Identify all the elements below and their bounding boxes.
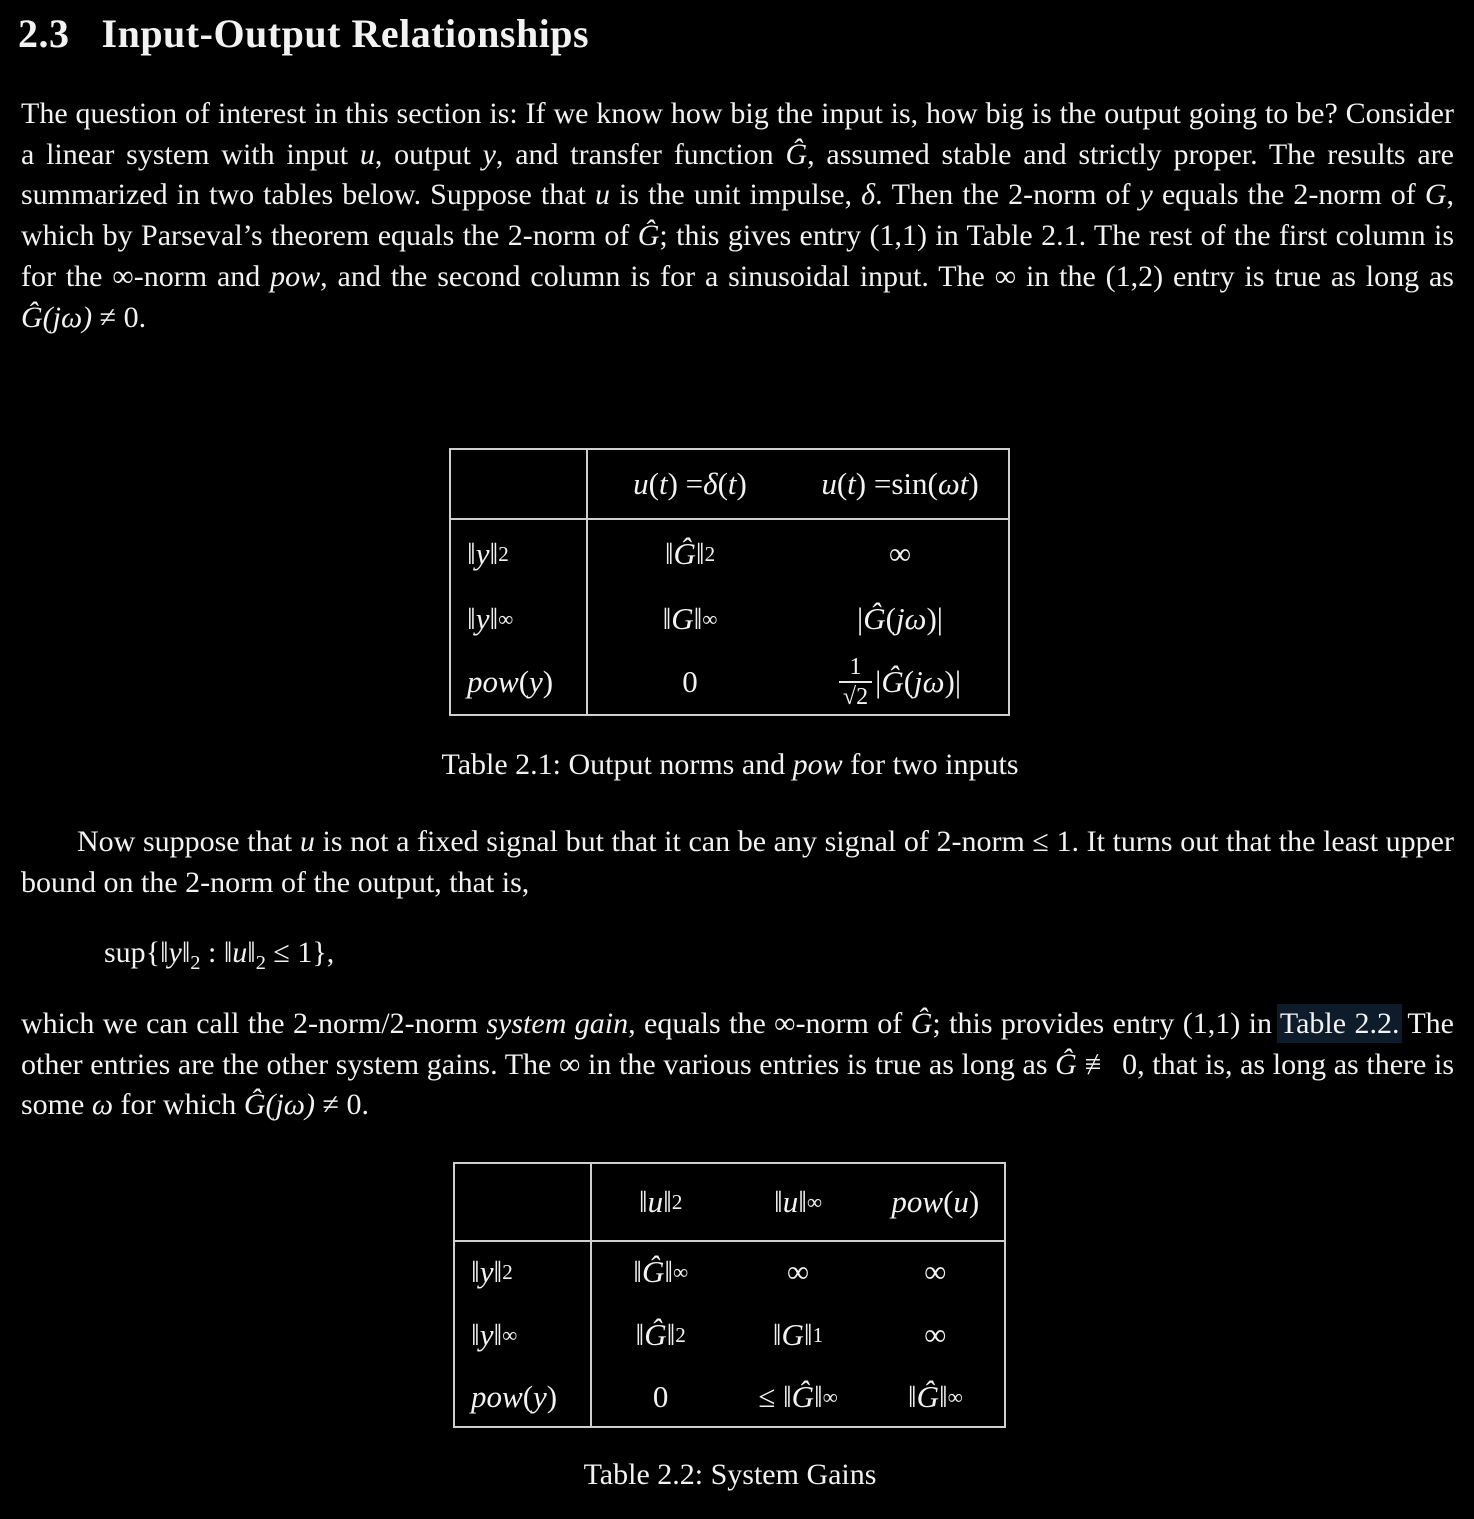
- table-2-2-corner-cell: [455, 1164, 592, 1242]
- table-2-2-cell-yinf-uinf: ‖ G ‖ 1: [772, 1316, 824, 1352]
- text-run: which we can call the 2-norm/2-norm: [21, 1007, 487, 1040]
- math-token: t: [727, 466, 737, 501]
- text-run: is not a fixed signal but that it can be any signal of 2-norm ≤ 1. It turns out that the least upper bound on the 2-norm of the output, that is,: [21, 825, 1454, 899]
- math-token: pow: [471, 1378, 523, 1414]
- math-token: y: [479, 1316, 494, 1352]
- text-run: , which by Parseval’s theorem equals the 2-norm of: [21, 178, 1454, 253]
- table-2-2-cell-powy-u2: 0: [652, 1378, 669, 1414]
- table-2-1-row-label-pow-y: pow ( y ): [451, 650, 588, 714]
- math-token: u: [232, 936, 248, 969]
- math-token: pow: [467, 664, 519, 699]
- table-2-2-row-label-pow-y: pow ( y ): [455, 1367, 592, 1426]
- text-run: Ĝ(jω): [243, 1088, 315, 1122]
- text-run: ; this gives entry (1,1) in Table 2.1. The rest of the first column is for the ∞-norm and: [21, 219, 1454, 293]
- math-token: u: [782, 1184, 799, 1219]
- math-token: jω: [914, 664, 945, 699]
- math-token: y: [475, 535, 490, 571]
- section-title: Input-Output Relationships: [101, 11, 590, 56]
- math-token: sup: [104, 936, 146, 969]
- text-run: Ĝ: [1055, 1047, 1077, 1081]
- paragraph-system-gain: [21, 1004, 1454, 1126]
- text-run: for which: [113, 1088, 244, 1122]
- text-run: Ĝ: [910, 1007, 933, 1040]
- table-2-2-cell-powy-powu: ‖ Ĝ ‖ ∞: [907, 1378, 963, 1414]
- text-run: Table 2.1: Output norms and: [441, 748, 793, 781]
- table-2-2-cell-powy-uinf: ≤ ‖ Ĝ ‖ ∞: [758, 1378, 838, 1414]
- text-run: . Then the 2-norm of: [875, 178, 1140, 212]
- text-run: ≠ 0.: [92, 300, 147, 334]
- math-token: t: [847, 466, 856, 501]
- text-run: , assumed stable and strictly proper. The results are summarized in two tables below. Suppose that: [21, 137, 1454, 212]
- table-2-1-caption: [0, 748, 1460, 782]
- table-2-2-col-header-pow-u: pow ( u ): [867, 1164, 1004, 1242]
- math-token: ωt: [937, 466, 969, 501]
- text-run: pow: [270, 259, 321, 293]
- math-subscript: 2: [255, 952, 266, 974]
- table-2-2-col-header-u-infnorm: ‖ u ‖ ∞: [729, 1164, 866, 1242]
- table-2-1-cell-y2-sinusoid: ∞: [888, 535, 912, 571]
- math-token: Ĝ: [673, 535, 696, 571]
- table-2-2-link[interactable]: Table 2.2.: [1279, 1007, 1400, 1040]
- math-token: Ĝ: [791, 1378, 815, 1414]
- display-formula-sup: $sup\{‖y‖_2$ : $‖u‖_2 \le 1$},: [104, 936, 335, 974]
- section-number: 2.3: [18, 11, 70, 56]
- table-2-2-cell-y2-powu: ∞: [924, 1254, 947, 1289]
- math-token: u: [953, 1184, 969, 1219]
- table-2-1-row-label-y-infnorm: ‖ y ‖ ∞: [451, 587, 588, 650]
- table-2-2-col-header-u-2norm: ‖ u ‖ 2: [592, 1164, 729, 1242]
- math-token: y: [529, 664, 543, 699]
- paragraph-2norm-signal: [21, 822, 1454, 903]
- text-run: Ĝ(jω): [21, 300, 93, 334]
- text-run: ≠ 0.: [314, 1088, 369, 1122]
- text-run: ; this provides entry (1,1) in: [932, 1007, 1280, 1040]
- math-token: u: [633, 466, 649, 501]
- math-token: pow: [891, 1184, 944, 1219]
- text-run: Table 2.2: System Gains: [583, 1458, 877, 1491]
- table-2-1-col-header-impulse: u ( t ) = δ ( t ): [588, 450, 792, 520]
- text-run: δ: [861, 178, 876, 212]
- text-run: u: [299, 825, 315, 858]
- math-token: y: [168, 936, 182, 969]
- math-token: Ĝ: [916, 1378, 939, 1414]
- text-run: , and transfer function: [495, 137, 786, 171]
- fraction-multiplier: |Ĝ(jω)|: [875, 664, 962, 699]
- text-run: for two inputs: [842, 748, 1019, 781]
- math-token: Ĝ: [644, 1316, 667, 1352]
- text-run: pow: [792, 748, 843, 781]
- text-run: system gain: [486, 1007, 629, 1040]
- math-token: t: [658, 466, 668, 501]
- fraction-numerator: 1: [849, 654, 862, 681]
- text-run: Ĝ: [637, 219, 660, 253]
- math-token: jω: [895, 600, 927, 636]
- table-2-2-row-label-y-infnorm: ‖ y ‖ ∞: [455, 1302, 592, 1367]
- text-run: is the unit impulse,: [609, 178, 862, 212]
- table-2-1: [449, 448, 1010, 716]
- table-2-2-cell-y2-u2: ‖ Ĝ ‖ ∞: [633, 1254, 689, 1289]
- text-run: G: [1424, 178, 1447, 212]
- text-run: , and the second column is for a sinusoidal input. The ∞ in the (1,2) entry is true as long as: [320, 259, 1454, 293]
- fraction: [839, 654, 872, 710]
- table-2-1-cell-pow-impulse: 0: [682, 664, 698, 699]
- math-token: G: [781, 1316, 804, 1352]
- math-token: u: [821, 466, 837, 501]
- math-token: δ: [703, 466, 718, 501]
- paragraph-intro: [21, 94, 1454, 338]
- table-2-1-cell-yinf-impulse: ‖ G ‖ ∞: [662, 600, 718, 636]
- table-2-2-cell-yinf-powu: ∞: [924, 1316, 947, 1352]
- math-token: u: [647, 1184, 664, 1219]
- text-run: equals the 2-norm of: [1152, 178, 1425, 212]
- text-run: , equals the ∞-norm of: [628, 1007, 911, 1040]
- text-run: The question of interest in this section is: If we know how big the input is, how big is the output going to be? Consider a linear system with input: [21, 97, 1454, 171]
- table-2-2-cell-yinf-u2: ‖ Ĝ ‖ 2: [635, 1316, 686, 1352]
- table-2-1-corner-cell: [451, 450, 588, 520]
- text-run: u: [359, 137, 375, 171]
- table-2-2-caption: [0, 1458, 1460, 1492]
- table-2-1-col-header-sinusoid: u ( t ) = sin ( ωt ): [792, 450, 1008, 520]
- text-run: Ĝ: [785, 137, 808, 171]
- section-heading: [18, 10, 589, 57]
- table-2-1-cell-yinf-sinusoid: | Ĝ ( jω )|: [857, 600, 943, 636]
- table-2-1-row-label-y-2norm: ‖ y ‖ 2: [451, 520, 588, 587]
- text-run: Now suppose that: [77, 825, 300, 858]
- math-subscript: 2: [190, 952, 201, 974]
- math-token: y: [479, 1254, 494, 1289]
- math-token: G: [671, 600, 694, 636]
- table-2-2-cell-y2-uinf: ∞: [786, 1254, 810, 1289]
- text-run: y: [1139, 178, 1153, 212]
- table-2-2-row-label-y-2norm: ‖ y ‖ 2: [455, 1242, 592, 1302]
- math-token: Ĝ: [641, 1254, 665, 1289]
- text-run: u: [594, 178, 610, 212]
- table-2-2: [453, 1162, 1006, 1428]
- text-run: y: [482, 137, 496, 171]
- text-run: ω: [91, 1088, 114, 1122]
- math-token: Ĝ: [881, 664, 904, 699]
- text-run: , output: [374, 137, 483, 171]
- math-token: sin: [891, 466, 928, 501]
- text-run: The other entries are the other system gains. The ∞ in the various entries is true as long as: [21, 1007, 1454, 1081]
- table-2-1-cell-y2-impulse: ‖ Ĝ ‖ 2: [664, 535, 716, 571]
- fraction-denominator: √2: [839, 681, 872, 710]
- table-2-1-cell-pow-sinusoid: [792, 650, 1008, 714]
- text-run: ≢ 0, that is, as long as there is some: [21, 1047, 1455, 1122]
- math-token: Ĝ: [863, 600, 886, 636]
- math-token: y: [475, 600, 490, 636]
- math-token: y: [533, 1378, 547, 1414]
